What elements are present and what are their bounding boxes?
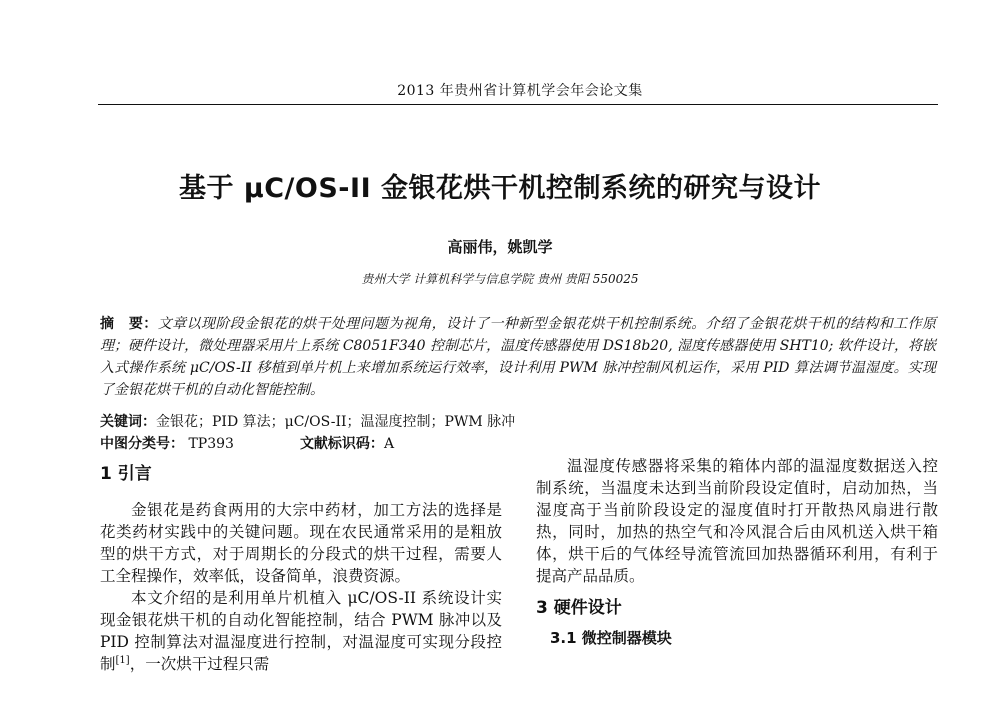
- doc-code-value: A: [383, 436, 395, 452]
- right-column: [536, 455, 938, 649]
- keywords-text: 金银花；PID 算法；μC/OS-II；温湿度控制；PWM 脉冲: [156, 414, 516, 430]
- intro-paragraph-1: 金银花是药食两用的大宗中药材，加工方法的选择是花类药材实践中的关键问题。现在农民通常采用的是粗放型的烘干方式，对于周期长的分段式的烘干过程，需要人工全程操作，效率低，设备简单，浪费资源。: [100, 501, 502, 585]
- left-column: [100, 455, 502, 675]
- intro-paragraph-2-text: 本文介绍的是利用单片机植入 μC/OS-II 系统设计实现金银花烘干机的自动化智能控制，结合 PWM 脉冲以及 PID 控制算法对温湿度进行控制，对温湿度可实现分段控制: [100, 589, 502, 673]
- classification-label: 中图分类号：: [100, 436, 184, 452]
- keywords-label: 关键词：: [100, 414, 156, 430]
- subsection-heading-mcu: 3.1 微控制器模块: [550, 629, 672, 647]
- abstract: [100, 313, 936, 401]
- abstract-text: 文章以现阶段金银花的烘干处理问题为视角，设计了一种新型金银花烘干机控制系统。介绍了金银花烘干机的结构和工作原理；硬件设计，微处理器采用片上系统 C8051F340 控制芯片，温度传感器使用 DS18b20, 湿度传感器使用 SHT10; 软件设计，将嵌入式操作系统 μC/OS-II 移植到单片机上来增加系统运行效率，设计利用 PWM 脉冲控制风机运作，采用 PID 算法调节温湿度。实现了金银花烘干机的自动化智能控制。: [100, 316, 936, 398]
- classification: [100, 434, 936, 454]
- section-heading-hardware: 3 硬件设计: [536, 598, 622, 618]
- intro-paragraph-2: [100, 587, 502, 675]
- section-heading-intro: 1 引言: [100, 464, 152, 484]
- citation-ref: [1]: [115, 654, 130, 666]
- paper-title: 基于 μC/OS-II 金银花烘干机控制系统的研究与设计: [178, 173, 822, 204]
- header-rule: [98, 104, 938, 105]
- doc-code-label: 文献标识码：: [299, 436, 384, 452]
- authors: 高丽伟，姚凯学: [447, 238, 553, 256]
- intro-paragraph-2-tail: ，一次烘干过程只需: [129, 655, 270, 673]
- abstract-label: 摘 要：: [100, 316, 158, 332]
- affiliation: 贵州大学 计算机科学与信息学院 贵州 贵阳 550025: [361, 272, 639, 286]
- running-header: 2013 年贵州省计算机学会年会论文集: [397, 83, 643, 99]
- sensor-paragraph: 温湿度传感器将采集的箱体内部的温湿度数据送入控制系统，当温度未达到当前阶段设定值时，启动加热，当湿度高于当前阶段设定的湿度值时打开散热风扇进行散热，同时，加热的热空气和冷风混合后由风机送入烘干箱体，烘干后的气体经导流管流回加热器循环利用，有利于提高产品品质。: [536, 457, 938, 585]
- classification-value: TP393: [188, 436, 234, 452]
- keywords: [100, 412, 936, 432]
